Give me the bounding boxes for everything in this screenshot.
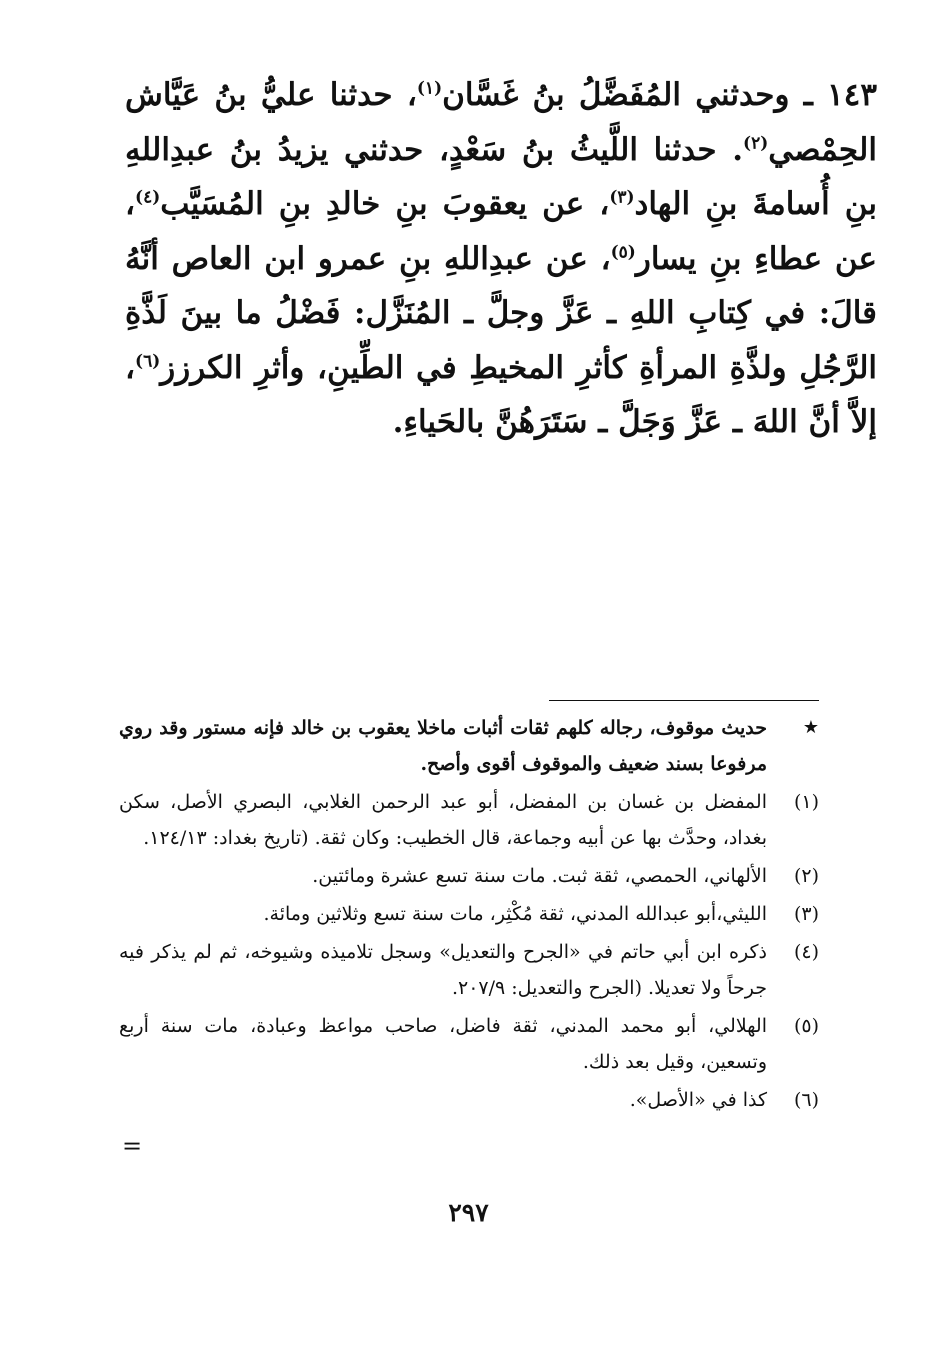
footnote-marker: (٤)	[793, 941, 819, 963]
hadith-segment: . حدثنا اللَّيثُ بنُ سَعْدٍ، حدثني يزيدُ بنُ عبدِاللهِ بنِ أُسامةَ بنِ الهاد	[125, 131, 877, 222]
footnote-ref-4: (٤)	[135, 187, 161, 208]
footnote-5	[119, 1008, 819, 1080]
footnote-text: كذا في «الأصل».	[629, 1089, 767, 1111]
hadith-segment: ـ وحدثني المُفَضَّلُ بنُ غَسَّان	[442, 77, 828, 113]
page-number: ٢٩٧	[448, 1198, 489, 1227]
hadith-number: ١٤٣	[827, 77, 877, 113]
footnote-text: الليثي،أبو عبدالله المدني، ثقة مُكْثِر، مات سنة تسع وثلاثين ومائة.	[263, 903, 767, 925]
footnote-marker: (٥)	[793, 1015, 819, 1037]
footnote-ref-2: (٢)	[743, 133, 769, 154]
continuation-mark: =	[122, 1132, 143, 1160]
footnote-separator	[549, 700, 819, 701]
footnote-1	[119, 784, 819, 856]
footnote-6	[119, 1082, 819, 1118]
star-marker: ★	[802, 717, 819, 738]
footnote-text: حديث موقوف، رجاله كلهم ثقات أثبات ماخلا يعقوب بن خالد فإنه مستور وقد روي مرفوعا بسند ضعيف والموقوف أقوى وأصح.	[119, 717, 767, 775]
footnote-grading	[119, 710, 819, 782]
footnote-text: الألهاني، الحمصي، ثقة ثبت. مات سنة تسع عشرة ومائتين.	[312, 865, 767, 887]
hadith-segment: ، عن عبدِاللهِ بنِ عمرو ابن العاص أنَّهُ قالَ: في كِتابِ اللهِ ـ عَزَّ وجلَّ ـ المُنَزَّل: فَضْلُ ما بينَ لَذَّةِ الرَّجُلِ ولذَّةِ المرأةِ كأثرِ المخيطِ في الطِّينِ، وأثرِ الكرزز	[125, 240, 877, 386]
hadith-segment: ، حدثنا عليُّ بنُ عَيَّاش الحِمْصي	[125, 77, 877, 168]
footnote-ref-5: (٥)	[610, 242, 636, 263]
footnotes	[119, 710, 819, 1118]
footnote-marker: (٦)	[793, 1089, 819, 1111]
footnote-ref-6: (٦)	[135, 351, 161, 372]
footnote-ref-1: (١)	[416, 78, 443, 99]
hadith-segment: ، عن يعقوبَ بنِ خالدِ بنِ المُسَيَّب	[160, 186, 610, 222]
hadith-text	[125, 68, 877, 450]
footnote-marker: (١)	[793, 791, 819, 813]
footnote-text: الهلالي، أبو محمد المدني، ثقة فاضل، صاحب مواعظ وعبادة، مات سنة أربع وتسعين، وقيل بعد ذلك.	[119, 1015, 767, 1073]
footnote-ref-3: (٣)	[609, 187, 635, 208]
hadith-segment: ، عن عطاءِ بنِ يسار	[125, 186, 877, 277]
footnote-3	[119, 896, 819, 932]
footnote-4	[119, 934, 819, 1006]
footnote-2	[119, 858, 819, 894]
footnote-text: المفضل بن غسان بن المفضل، أبو عبد الرحمن الغلابي، البصري الأصل، سكن بغداد، وحدَّث بها عن أبيه وجماعة، قال الخطيب: وكان ثقة. (تاريخ بغداد: ١٢٤/١٣.	[119, 791, 767, 849]
footnote-marker: (٣)	[793, 903, 819, 925]
footnote-text: ذكره ابن أبي حاتم في «الجرح والتعديل» وسجل تلاميذه وشيوخه، ثم لم يذكر فيه جرحاً ولا تعديلا. (الجرح والتعديل: ٢٠٧/٩.	[119, 941, 767, 999]
hadith-segment: ، إلاَّ أنَّ اللهَ ـ عَزَّ وَجَلَّ ـ سَتَرَهُنَّ بالحَياءِ.	[125, 349, 877, 440]
footnote-marker: (٢)	[793, 865, 819, 887]
